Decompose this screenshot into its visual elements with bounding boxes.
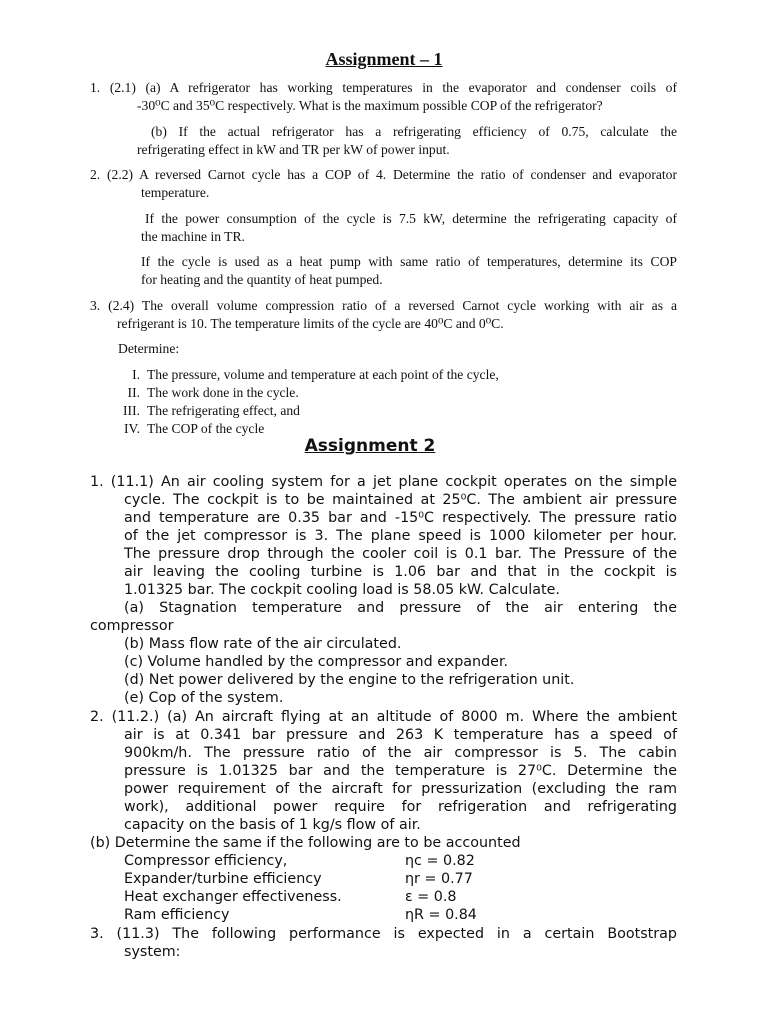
- a1-q1a-line1: 1. (2.1) (a) A refrigerator has working temperatures in the evaporator and condenser coils of: [90, 80, 677, 95]
- a2-q1-part-c: (c) Volume handled by the compressor and expander.: [124, 654, 509, 670]
- a2-q3-line1: 3. (11.3) The following performance is expected in a certain Bootstrap: [90, 926, 677, 942]
- a1-q1b-line1: (b) If the actual refrigerator has a refrigerating efficiency of 0.75, calculate the: [151, 124, 677, 139]
- list-item: The refrigerating effect, and: [147, 403, 300, 418]
- a2-q1-line: 1. (11.1) An air cooling system for a jet plane cockpit operates on the simple: [90, 474, 677, 490]
- efficiency-value: ηr = 0.77: [405, 871, 473, 887]
- a2-q1-line: air leaving the cooling turbine is 1.06 bar and that in the cockpit is: [124, 564, 677, 580]
- a2-q1-part-d: (d) Net power delivered by the engine to the refrigeration unit.: [124, 672, 575, 688]
- a2-q2-line: pressure is 1.01325 bar and the temperature is 27⁰C. Determine the: [124, 763, 677, 779]
- efficiency-label: Expander/turbine efficiency: [124, 871, 322, 887]
- a1-q2-p3-line2: for heating and the quantity of heat pumped.: [141, 272, 383, 287]
- a1-q2-p3-line1: If the cycle is used as a heat pump with same ratio of temperatures, determine its COP: [141, 254, 677, 269]
- a1-q3-determine: Determine:: [118, 341, 180, 356]
- list-item-number: III.: [123, 403, 140, 418]
- a1-q1b-line2: refrigerating effect in kW and TR per kW of power input.: [137, 142, 450, 157]
- a2-q3-line2: system:: [124, 944, 181, 960]
- assignment-1-title: Assignment – 1: [325, 49, 443, 69]
- a2-q1-line: 1.01325 bar. The cockpit cooling load is 58.05 kW. Calculate.: [124, 582, 560, 598]
- a2-q1-line: cycle. The cockpit is to be maintained at 25⁰C. The ambient air pressure: [124, 492, 677, 508]
- a2-q1-line: of the jet compressor is 3. The plane speed is 1000 kilometer per hour.: [124, 528, 677, 544]
- efficiency-label: Compressor efficiency,: [124, 853, 288, 869]
- efficiency-value: ε = 0.8: [405, 889, 457, 905]
- a2-q1-part-a: (a) Stagnation temperature and pressure of the air entering the: [124, 600, 677, 616]
- list-item: The work done in the cycle.: [147, 385, 299, 400]
- a1-q3-line1: 3. (2.4) The overall volume compression ratio of a reversed Carnot cycle working with air as a: [90, 298, 677, 313]
- a1-q2-p2-line1: If the power consumption of the cycle is 7.5 kW, determine the refrigerating capacity of: [145, 211, 677, 226]
- efficiency-value: ηc = 0.82: [405, 853, 475, 869]
- a2-q1-part-a-cont: compressor: [90, 618, 174, 634]
- a2-q1-part-b: (b) Mass flow rate of the air circulated.: [124, 636, 402, 652]
- a2-q2-line: air is at 0.341 bar pressure and 263 K temperature has a speed of: [124, 727, 677, 743]
- efficiency-value: ηR = 0.84: [405, 907, 477, 923]
- list-item: The COP of the cycle: [147, 421, 265, 436]
- a2-q2-line: capacity on the basis of 1 kg/s flow of air.: [124, 817, 421, 833]
- a2-q2-part-b: (b) Determine the same if the following are to be accounted: [90, 835, 521, 851]
- list-item-number: I.: [132, 367, 140, 382]
- list-item: The pressure, volume and temperature at each point of the cycle,: [147, 367, 499, 382]
- a2-q1-part-e: (e) Cop of the system.: [124, 690, 284, 706]
- a1-q2-p2-line2: the machine in TR.: [141, 229, 245, 244]
- efficiency-label: Ram efficiency: [124, 907, 230, 923]
- a2-q1-line: The pressure drop through the cooler coil is 0.1 bar. The Pressure of the: [124, 546, 677, 562]
- a2-q2-line: power requirement of the aircraft for pressurization (excluding the ram: [124, 781, 677, 797]
- a1-q2-line2: temperature.: [141, 185, 210, 200]
- list-item-number: IV.: [124, 421, 140, 436]
- a1-q1a-line2: -30⁰C and 35⁰C respectively. What is the maximum possible COP of the refrigerator?: [137, 98, 603, 113]
- assignment-2-title: Assignment 2: [304, 436, 436, 456]
- a1-q2-line1: 2. (2.2) A reversed Carnot cycle has a COP of 4. Determine the ratio of condenser and evaporator: [90, 167, 677, 182]
- a2-q2-line: 2. (11.2.) (a) An aircraft flying at an altitude of 8000 m. Where the ambient: [90, 709, 677, 725]
- list-item-number: II.: [127, 385, 140, 400]
- a1-q3-line2: refrigerant is 10. The temperature limits of the cycle are 40⁰C and 0⁰C.: [117, 316, 504, 331]
- a2-q2-line: 900km/h. The pressure ratio of the air compressor is 5. The cabin: [124, 745, 677, 761]
- a2-q1-line: and temperature are 0.35 bar and -15⁰C respectively. The pressure ratio: [124, 510, 677, 526]
- a2-q2-line: work), additional power require for refrigeration and refrigerating: [124, 799, 677, 815]
- efficiency-label: Heat exchanger effectiveness.: [124, 889, 342, 905]
